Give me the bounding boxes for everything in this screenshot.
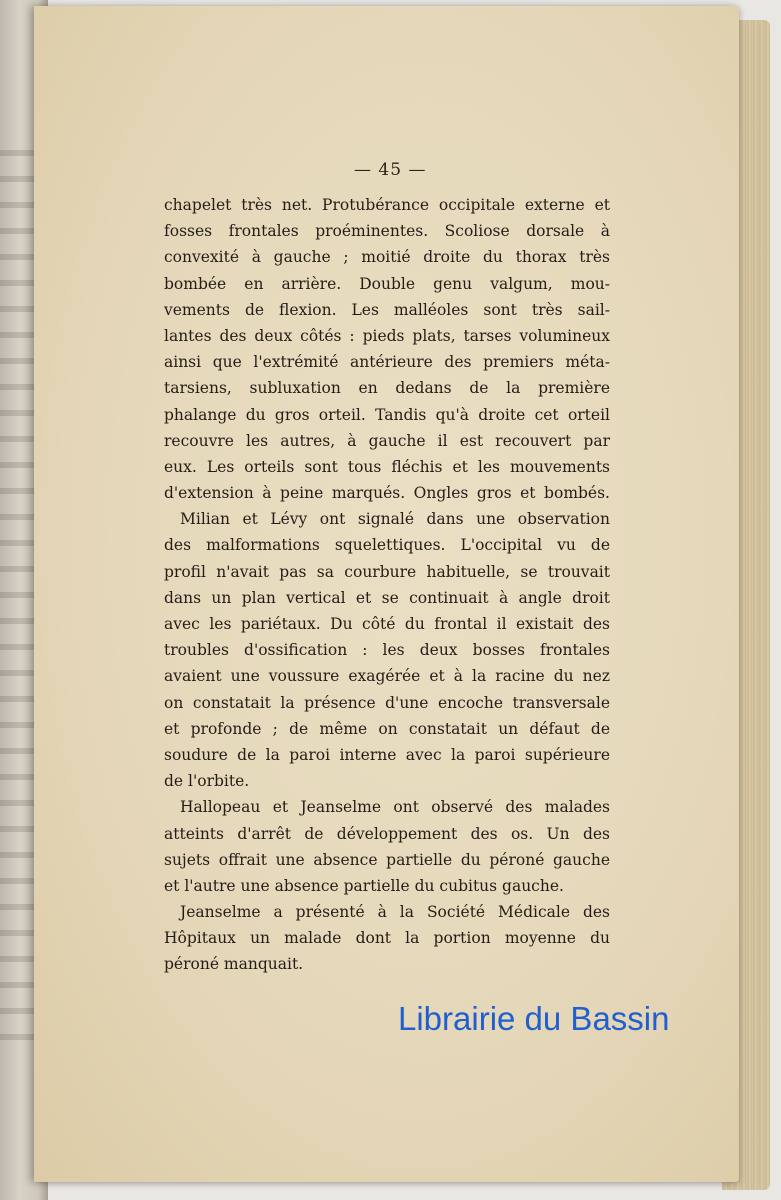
- text-line: Jeanselme a présenté à la Société Médicale des: [180, 903, 610, 922]
- text-line: Hôpitaux un malade dont la portion moyenne du: [164, 929, 610, 948]
- paragraph: [164, 192, 610, 506]
- text-line: d'extension à peine marqués. Ongles gros et bombés.: [164, 484, 610, 503]
- text-line: Hallopeau et Jeanselme ont observé des malades: [180, 798, 610, 817]
- paragraph: [164, 899, 610, 978]
- text-line: atteints d'arrêt de développement des os. Un des: [164, 824, 610, 843]
- text-line: profil n'avait pas sa courbure habituelle, se trouvait: [164, 562, 610, 581]
- page-number: — 45 —: [354, 160, 427, 180]
- text-line: dans un plan vertical et se continuait à angle droit: [164, 588, 610, 607]
- text-line: fosses frontales proéminentes. Scoliose dorsale à: [164, 222, 610, 241]
- text-line: bombée en arrière. Double genu valgum, mou-: [164, 274, 610, 293]
- text-line: avaient une voussure exagérée et à la racine du nez: [164, 667, 610, 686]
- text-line: chapelet très net. Protubérance occipitale externe et: [164, 196, 610, 214]
- text-line: et profonde ; de même on constatait un défaut de: [164, 719, 610, 738]
- text-line: phalange du gros orteil. Tandis qu'à droite cet orteil: [164, 405, 610, 424]
- text-line: convexité à gauche ; moitié droite du thorax très: [164, 248, 610, 267]
- paragraph: [164, 794, 610, 899]
- text-line: et l'autre une absence partielle du cubitus gauche.: [164, 876, 564, 895]
- text-line: de l'orbite.: [164, 772, 250, 791]
- text-line: troubles d'ossification : les deux bosses frontales: [164, 641, 610, 660]
- text-line: des malformations squelettiques. L'occipital vu de: [164, 536, 610, 555]
- text-line: soudure de la paroi interne avec la paroi supérieure: [164, 745, 610, 764]
- text-line: péroné manquait.: [164, 955, 304, 974]
- text-line: lantes des deux côtés : pieds plats, tarses volumineux: [164, 326, 610, 345]
- body-text: [164, 192, 610, 978]
- text-line: on constatait la présence d'une encoche transversale: [164, 693, 610, 712]
- watermark: Librairie du Bassin: [398, 1000, 670, 1037]
- text-line: ainsi que l'extrémité antérieure des premiers méta-: [164, 353, 610, 372]
- text-line: tarsiens, subluxation en dedans de la première: [164, 379, 610, 398]
- text-line: avec les pariétaux. Du côté du frontal il existait des: [164, 615, 610, 633]
- text-line: Milian et Lévy ont signalé dans une observation: [180, 510, 610, 529]
- paragraph: [164, 506, 610, 794]
- text-line: sujets offrait une absence partielle du péroné gauche: [164, 850, 610, 869]
- text-line: vements de flexion. Les malléoles sont très sail-: [164, 300, 610, 319]
- text-line: eux. Les orteils sont tous fléchis et les mouvements: [164, 457, 610, 476]
- text-line: recouvre les autres, à gauche il est recouvert par: [164, 431, 610, 450]
